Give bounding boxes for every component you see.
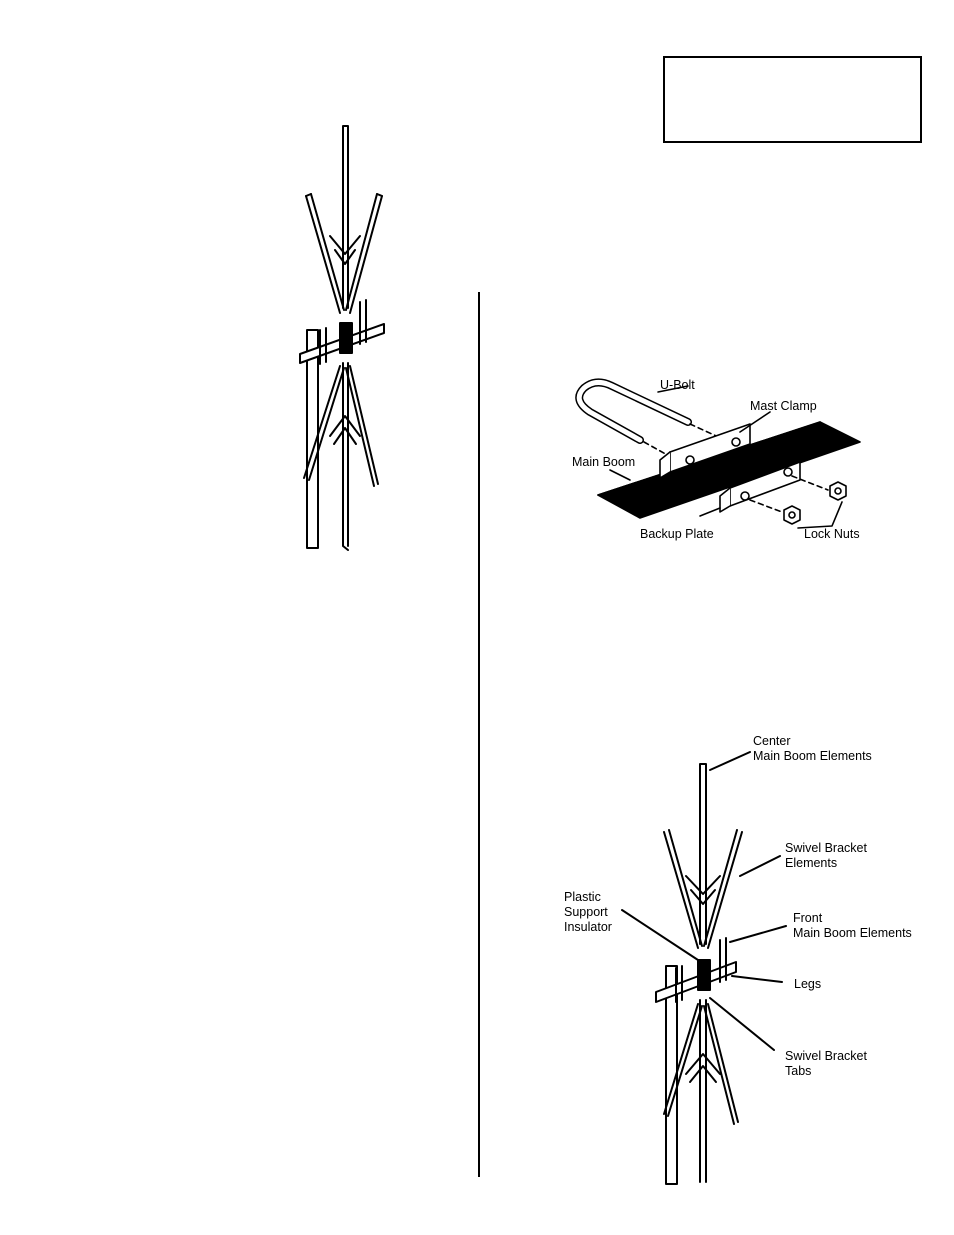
antenna-assembly-illustration <box>560 730 920 1190</box>
label-u-bolt: U-Bolt <box>660 378 695 392</box>
label-center-line1: Center <box>753 734 791 748</box>
label-main-boom: Main Boom <box>572 455 636 469</box>
label-front-line2: Main Boom Elements <box>793 926 912 940</box>
hardware-detail-illustration <box>560 370 880 545</box>
label-tabs-line1: Swivel Bracket <box>785 1049 867 1063</box>
antenna-illustration-top <box>290 118 410 554</box>
label-insulator-line2: Support <box>564 905 608 919</box>
label-swivel-elements-line1: Swivel Bracket <box>785 841 867 855</box>
label-front-line1: Front <box>793 911 823 925</box>
label-swivel-elements-line2: Elements <box>785 856 838 870</box>
empty-callout-box <box>663 56 922 143</box>
label-insulator-line1: Plastic <box>564 890 601 904</box>
label-backup-plate: Backup Plate <box>640 527 714 541</box>
label-mast-clamp: Mast Clamp <box>750 399 817 413</box>
label-lock-nuts: Lock Nuts <box>804 527 860 541</box>
label-legs: Legs <box>794 977 822 991</box>
label-insulator-line3: Insulator <box>564 920 612 934</box>
label-center-line2: Main Boom Elements <box>753 749 872 763</box>
label-tabs-line2: Tabs <box>785 1064 812 1078</box>
column-divider <box>478 292 480 1177</box>
